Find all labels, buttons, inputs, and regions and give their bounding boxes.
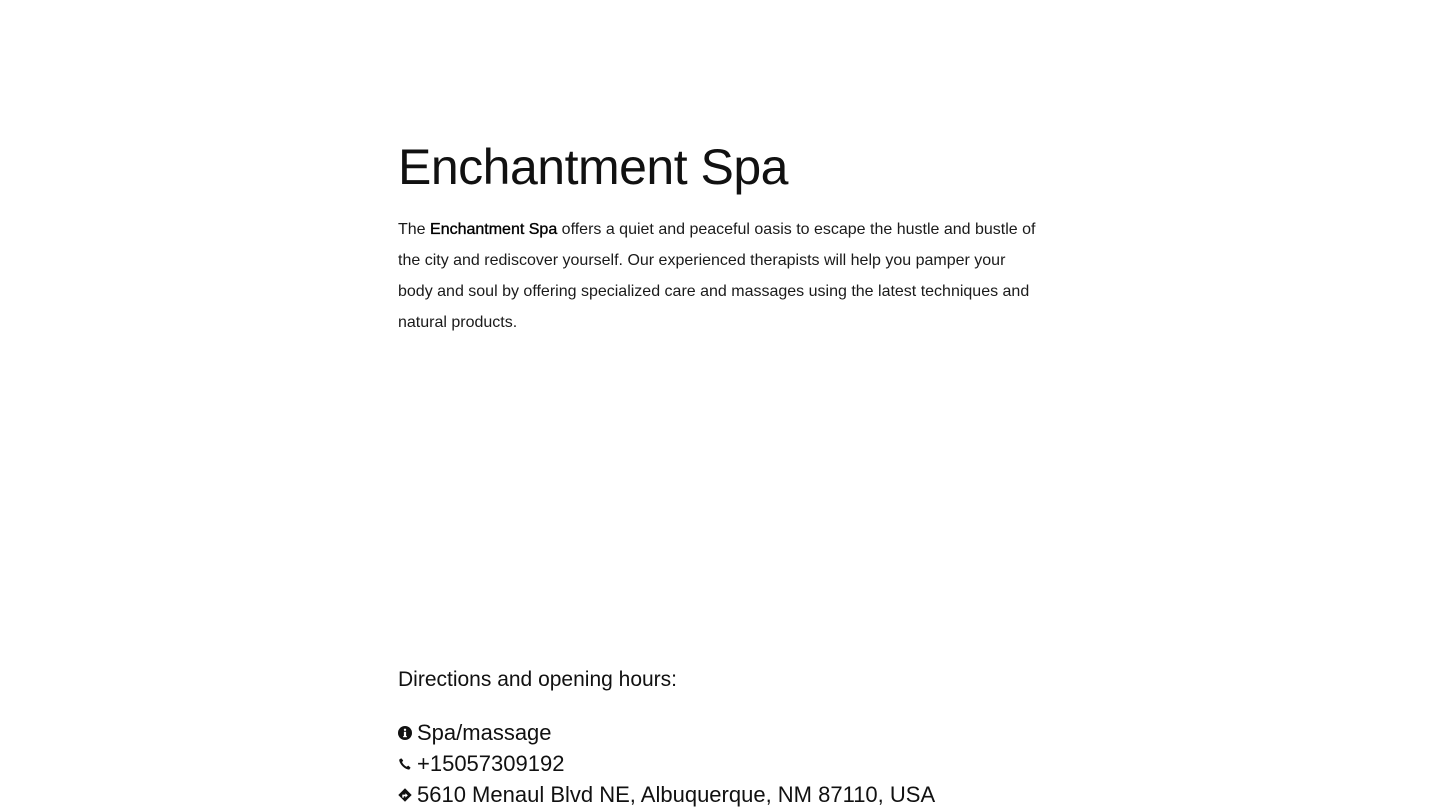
- category-text: Spa/massage: [417, 719, 552, 745]
- phone-icon: [398, 757, 412, 771]
- category-item: [398, 717, 935, 748]
- intro-text: offers a quiet and peaceful oasis to escape the hustle and bustle of the city and rediscover yourself. Our experienced therapists will help you pamper your body and soul by offering specialized care and massages using the latest techniques and natural products.: [398, 221, 1036, 331]
- directions-heading: Directions and opening hours:: [398, 668, 678, 691]
- page-title: Enchantment Spa: [398, 139, 788, 195]
- phone-link[interactable]: +15057309192: [417, 750, 565, 776]
- details-list: [398, 717, 935, 810]
- business-name: Enchantment Spa: [430, 221, 558, 238]
- address-link[interactable]: 5610 Menaul Blvd NE, Albuquerque, NM 87110, USA: [417, 781, 936, 807]
- info-icon: [398, 726, 412, 740]
- address-item[interactable]: [398, 779, 935, 810]
- intro-prefix: The: [398, 221, 431, 238]
- intro-paragraph: [398, 214, 1038, 338]
- directions-icon: [398, 788, 412, 802]
- phone-item[interactable]: [398, 748, 935, 779]
